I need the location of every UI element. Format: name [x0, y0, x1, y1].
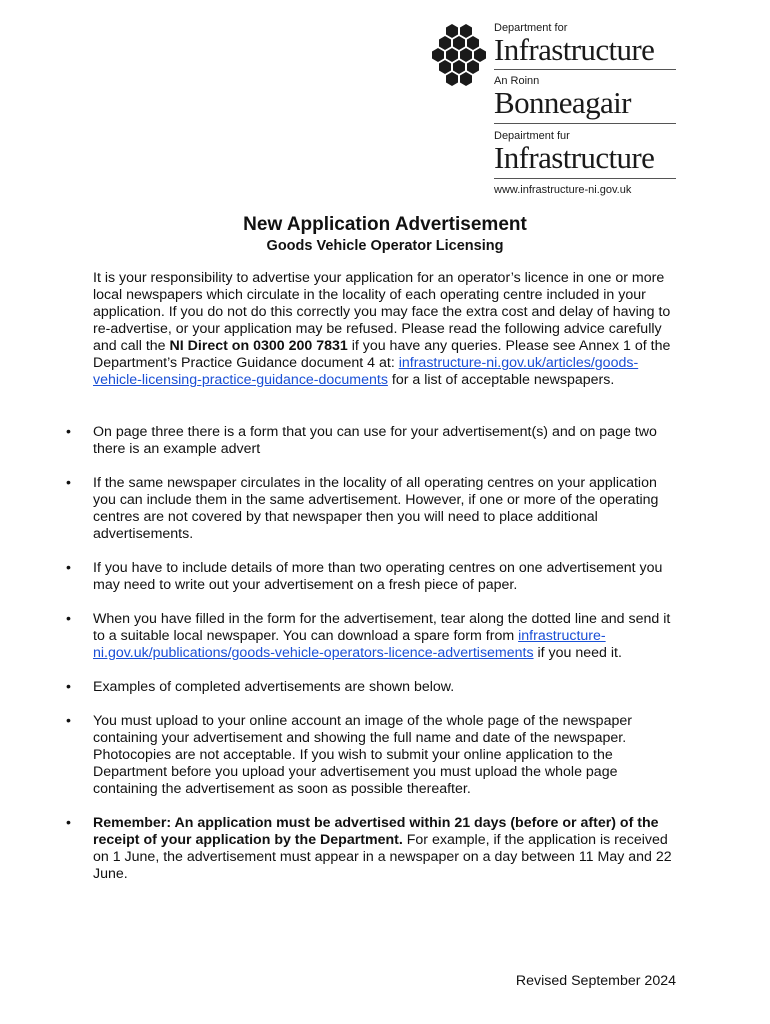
logo-dept-ga-small: An Roinn [494, 75, 540, 87]
list-item [66, 424, 682, 458]
hexagon-cluster-logo-icon [430, 22, 490, 90]
intro-text: for a list of acceptable newspapers. [387, 372, 615, 388]
logo-dept-en-big: Infrastructure [494, 32, 655, 67]
list-item [66, 713, 682, 798]
bullet-text: When you have filled in the form for the advertisement, tear along the dotted line and send it to a suitable local newspaper. You can download a spare form from [93, 611, 671, 644]
spare-form-download-link[interactable]: infrastructure-ni.gov.uk/publications/goods-vehicle-operators-licence-advertisements [93, 628, 606, 661]
reminder-text: Remember: An application must be advertised within 21 days (before or after) of the receipt of your application by the Department. [93, 815, 659, 848]
advice-list [66, 424, 682, 900]
intro-text: It is your responsibility to advertise your application for an operator’s licence in one or more local newspapers which circulate in the locality of each operating centre included in your application. If you do not do this correctly you may face the extra cost and delay of having to re-advertise, or your application may be refused. Please read the following advice carefully and call the [93, 270, 671, 354]
logo-dept-us-big: Infrastructure [494, 140, 655, 175]
department-logo [430, 18, 680, 200]
intro-phone-number: NI Direct on 0300 200 7831 [169, 338, 348, 354]
bullet-text: For example, if the application is received on 1 June, the advertisement must appear in a newspaper on a day between 11 May and 22 June. [93, 832, 672, 882]
page-subtitle: Goods Vehicle Operator Licensing [266, 238, 504, 254]
logo-dept-ga-big: Bonneagair [494, 85, 631, 120]
logo-dept-us-small: Depairtment fur [494, 130, 570, 142]
list-item [66, 560, 682, 594]
bullet-text: On page three there is a form that you can use for your advertisement(s) and on page two there is an example advert [93, 424, 657, 457]
intro-text: if you have any queries. Please see Annex 1 of the Department’s Practice Guidance document 4 at: [93, 338, 671, 371]
logo-divider [494, 123, 676, 124]
logo-divider [494, 178, 676, 179]
list-item [66, 611, 682, 662]
logo-website: www.infrastructure-ni.gov.uk [494, 184, 632, 196]
bullet-text: if you need it. [533, 645, 622, 661]
bullet-text: You must upload to your online account an image of the whole page of the newspaper containing your advertisement and showing the full name and date of the newspaper. Photocopies are not acceptable. If you wish to submit your online application to the Department before you upload your advertisement you must upload the whole page containing the advertisement as soon as possible thereafter. [93, 713, 632, 797]
bullet-text: If the same newspaper circulates in the locality of all operating centres on your application you can include them in the same advertisement. However, if one or more of the operating centres are not covered by that newspaper then you will need to place additional advertisements. [93, 475, 659, 542]
revision-date: Revised September 2024 [515, 973, 676, 989]
logo-divider [494, 69, 676, 70]
logo-dept-en-small: Department for [494, 22, 568, 34]
intro-paragraph [93, 270, 677, 389]
bullet-text: Examples of completed advertisements are shown below. [93, 679, 455, 695]
bullet-text: If you have to include details of more than two operating centres on one advertisement you may need to write out your advertisement on a fresh piece of paper. [93, 560, 663, 593]
list-item [66, 815, 682, 883]
page-title: New Application Advertisement [243, 214, 527, 235]
list-item [66, 475, 682, 543]
list-item [66, 679, 682, 696]
practice-guidance-link[interactable]: infrastructure-ni.gov.uk/articles/goods-vehicle-licensing-practice-guidance-documents [93, 355, 639, 388]
